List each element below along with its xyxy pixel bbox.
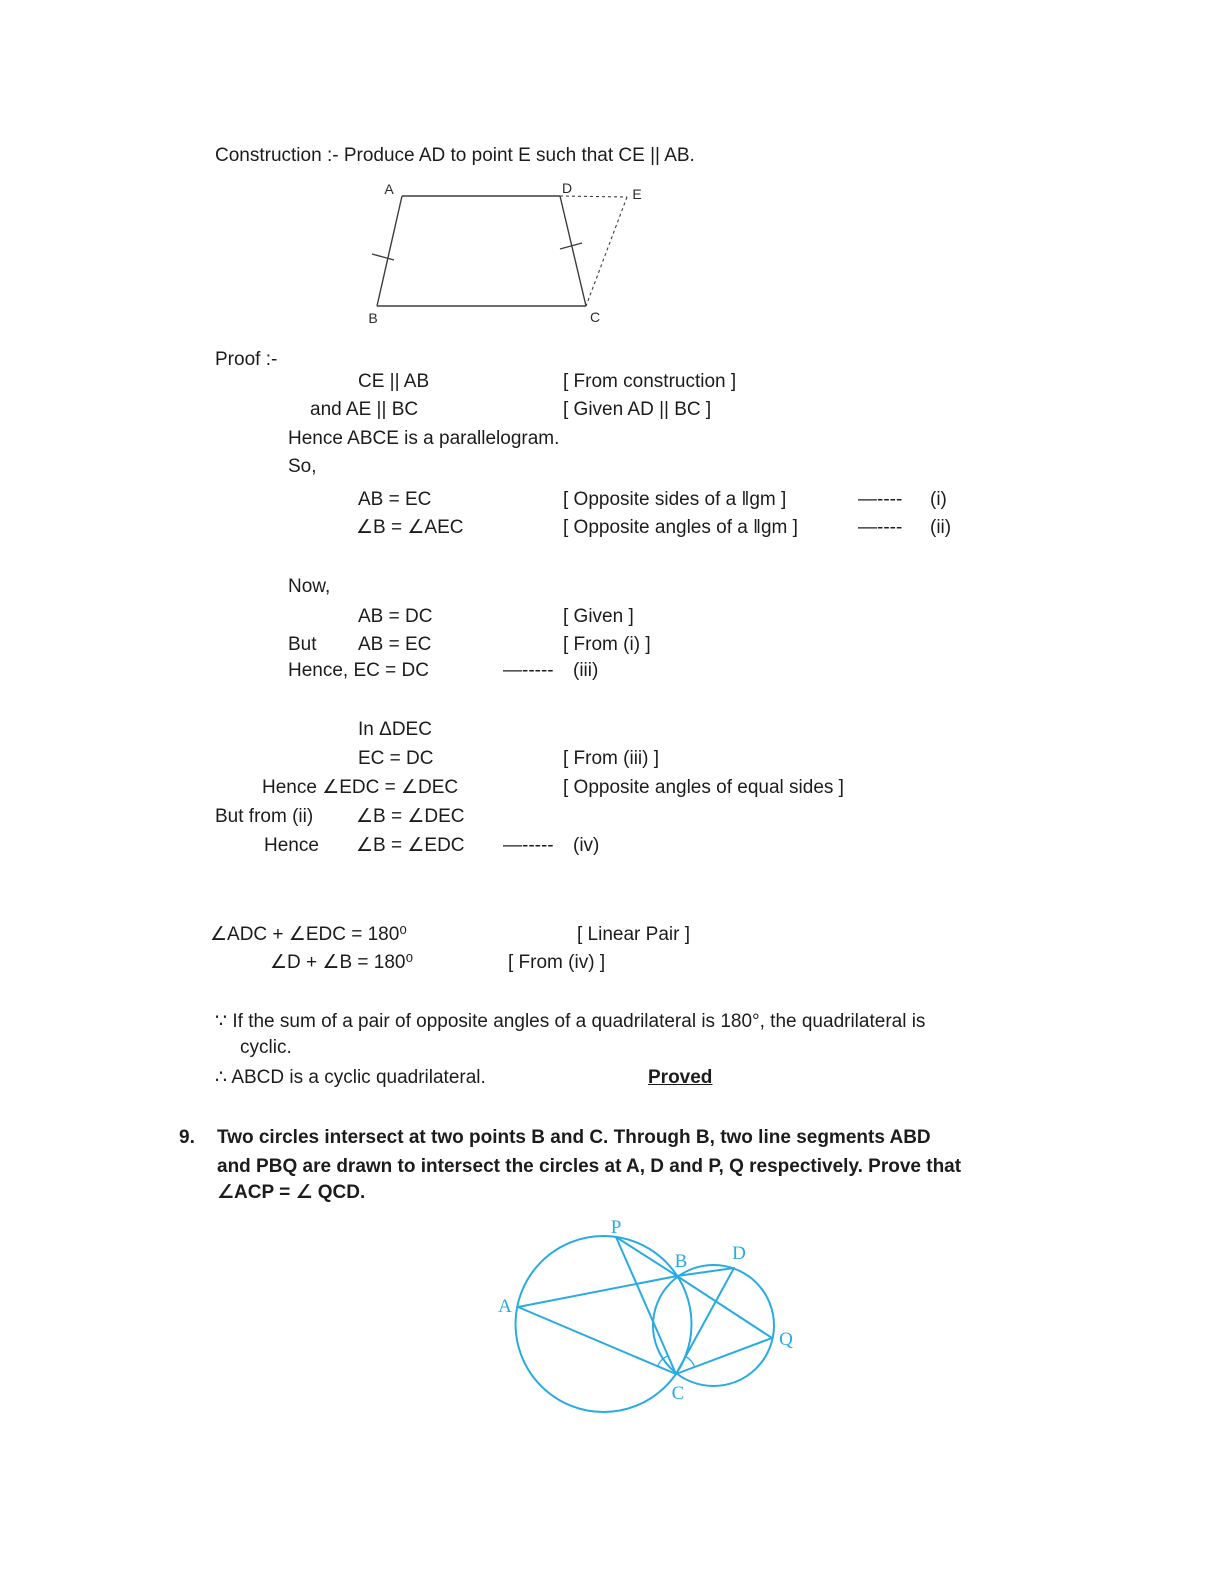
chord-QC <box>676 1338 772 1374</box>
proof-line: But <box>288 634 317 655</box>
equation-number: (iii) <box>573 660 599 681</box>
proof-dashes: —----- <box>503 835 554 856</box>
point-label-Q: Q <box>779 1329 793 1350</box>
proof-line: Hence ABCE is a parallelogram. <box>288 428 560 449</box>
conclusion-continuation: cyclic. <box>240 1037 292 1058</box>
proof-line: EC = DC <box>358 748 434 769</box>
proof-reason: [ Linear Pair ] <box>577 924 690 945</box>
proof-dashes: —---- <box>858 489 903 510</box>
point-label-A: A <box>498 1296 512 1317</box>
proof-line: ∠B = ∠DEC <box>356 806 465 827</box>
equation-number: (iv) <box>573 835 600 856</box>
proof-reason: [ From (i) ] <box>563 634 651 655</box>
proof-dashes: —----- <box>503 660 554 681</box>
proof-line: In ΔDEC <box>358 719 432 740</box>
tick-AB <box>372 254 394 260</box>
proof-reason: [ From (iv) ] <box>508 952 606 973</box>
proof-line: Now, <box>288 576 331 597</box>
vertex-label-C: C <box>589 309 601 325</box>
equation-number: (ii) <box>930 517 952 538</box>
proof-line: ∠D + ∠B = 180⁰ <box>270 952 414 973</box>
proof-line: Hence <box>264 835 319 856</box>
conclusion-therefore: ∴ ABCD is a cyclic quadrilateral. <box>215 1067 486 1088</box>
proof-reason: [ Opposite sides of a ‖gm ] <box>563 489 787 510</box>
line-PBQ <box>616 1237 772 1338</box>
proof-line: and AE || BC <box>310 399 419 420</box>
dashed-DE <box>560 196 627 197</box>
vertex-label-B: B <box>368 310 378 326</box>
circles-figure <box>450 1195 850 1425</box>
proof-line: So, <box>288 456 317 477</box>
proof-line: AB = DC <box>358 606 433 627</box>
proof-line: ∠ADC + ∠EDC = 180⁰ <box>210 924 407 945</box>
proof-reason: [ From construction ] <box>563 371 737 392</box>
proof-dashes: —---- <box>858 517 903 538</box>
chord-AC <box>518 1307 676 1374</box>
point-label-D: D <box>732 1243 746 1264</box>
proof-line: Hence ∠EDC = ∠DEC <box>262 777 459 798</box>
question-text-line3: ∠ACP = ∠ QCD. <box>217 1182 366 1203</box>
vertex-label-E: E <box>632 186 642 202</box>
proved-label: Proved <box>648 1067 713 1088</box>
construction-statement: Construction :- Produce AD to point E such that CE || AB. <box>215 145 695 166</box>
proof-reason: [ Opposite angles of equal sides ] <box>563 777 844 798</box>
question-number: 9. <box>179 1127 195 1148</box>
side-DC <box>560 196 586 306</box>
proof-line: CE || AB <box>358 371 430 392</box>
proof-line: ∠B = ∠AEC <box>356 517 464 538</box>
equation-number: (i) <box>930 489 947 510</box>
point-label-B: B <box>674 1251 688 1272</box>
proof-line: ∠B = ∠EDC <box>356 835 465 856</box>
proof-heading: Proof :- <box>215 349 278 370</box>
proof-reason: [ From (iii) ] <box>563 748 660 769</box>
proof-reason: [ Given ] <box>563 606 634 627</box>
proof-reason: [ Opposite angles of a ‖gm ] <box>563 517 798 538</box>
angle-arc-QCD <box>686 1357 695 1368</box>
point-label-P: P <box>610 1217 622 1238</box>
trapezoid-figure <box>340 172 670 332</box>
right-circle <box>653 1265 774 1386</box>
conclusion-because: ∵ If the sum of a pair of opposite angles of a quadrilateral is 180°, the quadrilateral is <box>215 1011 926 1032</box>
left-circle <box>516 1236 692 1412</box>
dashed-EC <box>586 197 627 306</box>
line-ABD <box>518 1268 734 1307</box>
vertex-label-D: D <box>561 180 573 196</box>
side-AB <box>377 196 402 306</box>
question-text-line2: and PBQ are drawn to intersect the circles at A, D and P, Q respectively. Prove that <box>217 1156 962 1177</box>
proof-line: AB = EC <box>358 489 432 510</box>
vertex-label-A: A <box>384 181 394 197</box>
proof-line: But from (ii) <box>215 806 314 827</box>
point-label-C: C <box>671 1383 685 1404</box>
proof-reason: [ Given AD || BC ] <box>563 399 712 420</box>
chord-DC <box>676 1268 734 1374</box>
proof-line: AB = EC <box>358 634 432 655</box>
question-text-line1: Two circles intersect at two points B and C. Through B, two line segments ABD <box>217 1127 931 1148</box>
proof-line: Hence, EC = DC <box>288 660 429 681</box>
